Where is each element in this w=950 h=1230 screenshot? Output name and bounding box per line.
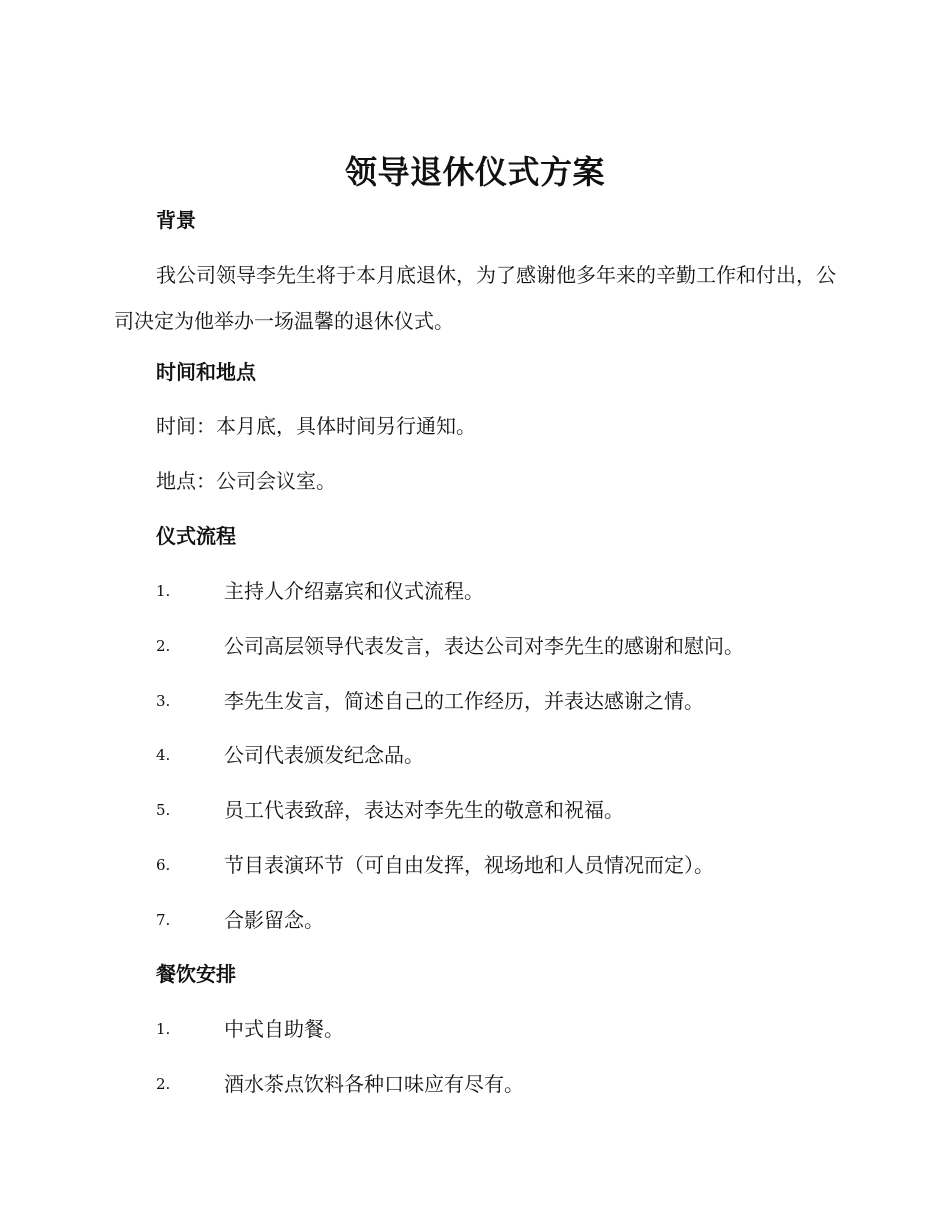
list-item-text: 公司高层领导代表发言，表达公司对李先生的感谢和慰问。 (224, 634, 744, 658)
document-title: 领导退休仪式方案 (344, 153, 605, 191)
list-item-number: 1. (156, 582, 171, 600)
list-item-text: 李先生发言，简述自己的工作经历，并表达感谢之情。 (224, 689, 704, 713)
section-heading-ceremony: 仪式流程 (156, 524, 236, 548)
background-paragraph: 我公司领导李先生将于本月底退休，为了感谢他多年来的辛勤工作和付出，公司决定为他举办一场温馨的退休仪式。 (114, 263, 836, 333)
list-item-text: 公司代表颁发纪念品。 (224, 743, 424, 767)
list-item-number: 4. (156, 746, 171, 764)
list-item-number: 2. (156, 637, 171, 655)
section-heading-catering: 餐饮安排 (156, 962, 236, 986)
list-item-text: 员工代表致辞，表达对李先生的敬意和祝福。 (224, 798, 624, 822)
list-item-text: 主持人介绍嘉宾和仪式流程。 (224, 579, 484, 603)
section-heading-time-place: 时间和地点 (156, 360, 256, 384)
time-line: 时间：本月底，具体时间另行通知。 (156, 414, 476, 438)
list-item-text: 中式自助餐。 (224, 1017, 344, 1041)
list-item-number: 6. (156, 856, 171, 874)
list-item-number: 3. (156, 692, 171, 710)
section-heading-background: 背景 (156, 208, 196, 232)
place-line: 地点：公司会议室。 (156, 469, 336, 493)
list-item-number: 5. (156, 801, 171, 819)
list-item-text: 合影留念。 (224, 908, 324, 932)
list-item-text: 节目表演环节（可自由发挥，视场地和人员情况而定）。 (224, 853, 714, 877)
list-item-number: 2. (156, 1075, 171, 1093)
list-item-text: 酒水茶点饮料各种口味应有尽有。 (224, 1072, 524, 1096)
list-item-number: 7. (156, 911, 171, 929)
list-item-number: 1. (156, 1020, 171, 1038)
